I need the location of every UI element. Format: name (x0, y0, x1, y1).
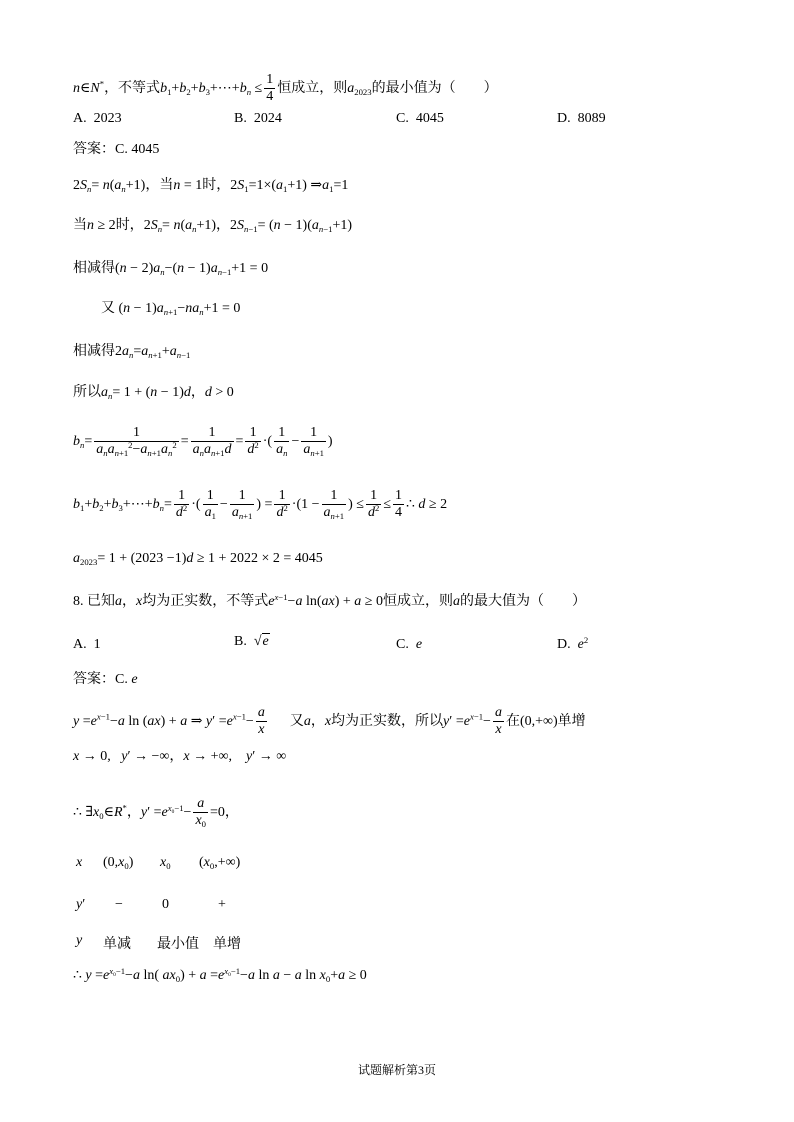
q7-option-a: A. 2023 (73, 111, 122, 126)
table-row-x-col3: $(x_0,+\infty)$ (199, 855, 241, 872)
table-row-y-label: y (76, 933, 83, 948)
table-row-yp-col1: − (115, 897, 123, 912)
page-footer: 试题解析第3页 (357, 1063, 436, 1077)
q8-line-final: ∴ $y =e^{x_0-1}-a$ ln( $ax_0) + a =e^{x_0-1}-a$ ln a − a $\ln x_0+a \ge 0$ (73, 965, 367, 985)
table-row-x-col1: $(0,x_0)$ (103, 855, 134, 872)
table-row-x-label: x (76, 855, 83, 870)
q8-option-c: C. e (396, 637, 423, 652)
q7-line-6: 所以$a_n= 1 + (n - 1)d$，d > 0 (73, 385, 234, 402)
q8-line-1: $y =e^{x-1}-a$ ln (ax) + a ⇒ $y' =e^{x-1}-$ $\frac{a}{x}$ 又a，x均为正实数，所以$y' =e^{x-1}-$ $\frac{a}{x}$ 在(0,+∞)单增 (73, 705, 586, 738)
q7-line-8: $b_1+b_2+b_3+\cdots+b_n=$ $\frac{1}{d^2}$ ·( $\frac{1}{a_1}$ − $\frac{1}{a_{n+1}}$ ) = $\frac{1}{d^2}$ ·(1 − $\frac{1}{a_{n+1}}$ ) ≤ $\frac{1}{d^2}$ ≤ $\frac{1}{4}$ ∴ d ≥ 2 (73, 488, 448, 522)
table-row-x-col2: $x_0$ (160, 855, 171, 872)
q7-option-b: B. 2024 (234, 111, 282, 126)
q7-line-1: $2S_n= n(a_n+1)$，当n = 1时，$2S_1=1\times(a_1+1)$ $\Rightarrow a_1=1$ (73, 178, 349, 195)
q7-line-3: 相减得$(n - 2)a_n-(n - 1)a_{n-1}+1 = 0$ (73, 261, 269, 278)
q7-line-5: 相减得$2a_n=a_{n+1}+a_{n-1}$ (73, 344, 191, 361)
q7-line-2: 当n ≥ 2时，$2S_n= n(a_n+1)$，$2S_{n-1}= (n - 1)(a_{n-1}+1)$ (73, 218, 353, 235)
q8-line-3: ∴ $\exists x_0\in R^*$，$y' =e^{x_0-1}-$ $\frac{a}{x_0}$ =0， (73, 796, 239, 830)
q8-option-a: A. 1 (73, 637, 101, 652)
table-row-y-col1: 单减 (103, 937, 131, 952)
q7-line-4: 又 $(n - 1)a_{n+1}-na_n+1 = 0$ (101, 301, 241, 318)
q8-option-b: B. √e (234, 634, 269, 649)
q7-stem: n∈N*，不等式$b_1+b_2+b_3+\cdots+b_n$ ≤ $\frac{1}{4}$ 恒成立，则$a_{2023}$的最小值为（ ） (73, 72, 498, 105)
table-row-y-col2: 最小值 (157, 937, 199, 952)
q8-option-d: D. $e^2$ (557, 634, 589, 652)
q7-line-9: $a_{2023}= 1 + (2023 -1)d \ge 1 + 2022 \times 2 = 4045$ (73, 551, 323, 568)
q7-line-7: $b_n=$ $\frac{1}{a_na_{n+1}^2-a_{n+1}a_n^2}$ = $\frac{1}{a_na_{n+1}d}$ = $\frac{1}{d^2}$ ·( $\frac{1}{a_n}$ − $\frac{1}{a_{n+1}}$ ) (73, 425, 333, 459)
table-row-yp-col2: 0 (162, 897, 169, 912)
q7-answer: 答案：C. 4045 (73, 142, 160, 157)
q7-option-c: C. 4045 (396, 111, 444, 126)
table-row-yp-col3: + (218, 897, 226, 912)
q7-option-d: D. 8089 (557, 111, 606, 126)
table-row-y-col3: 单增 (213, 937, 241, 952)
table-row-yp-label: y′ (76, 897, 86, 912)
q8-stem: 8. 已知a，x均为正实数，不等式$e^{x-1}-a$ ln(ax) + a ≥ 0恒成立，则a的最大值为（ ） (73, 591, 586, 609)
q8-answer: 答案：C. e (73, 672, 138, 687)
q8-line-2: x → 0, y′ → −∞，x → +∞, y′ → ∞ (73, 749, 287, 764)
